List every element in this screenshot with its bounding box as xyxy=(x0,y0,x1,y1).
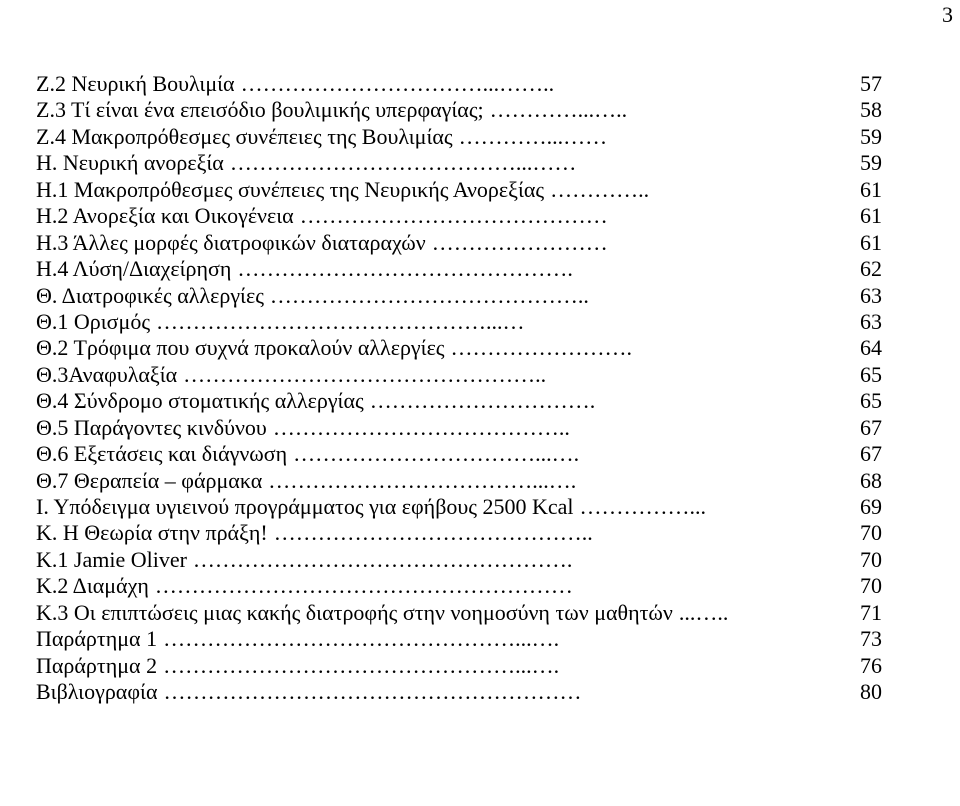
toc-entry xyxy=(36,203,882,229)
toc-entry-page: 70 xyxy=(860,573,882,599)
toc-entry-page: 57 xyxy=(860,71,882,96)
toc-entry-line xyxy=(36,679,824,705)
toc-entry-leader: …………………………………………...…. xyxy=(163,626,560,652)
toc-entry-leader: ……………………………………………. xyxy=(192,546,573,572)
toc-entry-title: Θ.7 Θεραπεία – φάρμακα xyxy=(36,467,263,493)
toc-entry-leader: ……………………………...…. xyxy=(293,441,580,467)
toc-entry xyxy=(36,177,882,203)
toc-entry-page: 64 xyxy=(860,335,882,361)
toc-entry-page: 61 xyxy=(860,176,882,202)
toc-entry-title: Η.1 Μακροπρόθεσμες συνέπειες της Νευρικής Ανορεξίας xyxy=(36,176,545,202)
toc-entry-leader: …………………… xyxy=(431,229,608,255)
toc-entry-line xyxy=(36,573,824,599)
toc-entry-leader: ……………... xyxy=(579,494,707,519)
toc-entry-line xyxy=(36,256,824,282)
toc-entry-line xyxy=(36,494,824,520)
toc-entry-leader: …………………………………… xyxy=(299,203,608,229)
toc-entry-line xyxy=(36,203,824,229)
toc-entry-page: 65 xyxy=(860,361,882,387)
toc-entry-page: 67 xyxy=(860,414,882,440)
toc-entry-page: 59 xyxy=(860,150,882,176)
toc-entry-leader: ………………………………………...… xyxy=(156,308,525,334)
toc-entry-page: 63 xyxy=(860,308,882,334)
toc-entry xyxy=(36,653,882,679)
toc-entry xyxy=(36,468,882,494)
toc-entry-title: Η. Νευρική ανορεξία xyxy=(36,150,224,176)
toc-entry-line xyxy=(36,520,824,546)
toc-entry-line xyxy=(36,150,824,176)
toc-entry-leader: ………………………………………………… xyxy=(154,573,573,599)
toc-entry xyxy=(36,547,882,573)
toc-entry-leader: ………………………………………….. xyxy=(183,361,547,387)
toc-entry-line xyxy=(36,547,824,573)
toc-entry-title: Παράρτημα 1 xyxy=(36,626,158,652)
toc-entry-title: Θ. Διατροφικές αλλεργίες xyxy=(36,282,264,308)
toc-entry-leader: ……………………. xyxy=(450,335,633,361)
toc-entry xyxy=(36,97,882,123)
toc-entry xyxy=(36,679,882,705)
toc-entry-line xyxy=(36,600,824,626)
toc-entry-leader: ………………………………………. xyxy=(237,256,573,282)
toc-entry-line xyxy=(36,124,824,150)
toc-entry-title: Κ.1 Jamie Oliver xyxy=(36,546,187,572)
toc-entry xyxy=(36,362,882,388)
toc-entry-title: Θ.1 Ορισμός xyxy=(36,308,151,334)
toc-entry-page: 59 xyxy=(860,123,882,149)
toc-entry-line xyxy=(36,388,824,414)
toc-entry-leader: …………………………. xyxy=(369,388,596,414)
toc-entry-leader: ………………………………………………… xyxy=(163,679,582,705)
toc-entry-title: Κ.3 Οι επιπτώσεις μιας κακής διατροφής στην νοημοσύνη των μαθητών xyxy=(36,599,673,625)
toc-entry-line xyxy=(36,177,824,203)
toc-entry-leader: ………….. xyxy=(550,176,650,202)
toc-entry-title: Θ.4 Σύνδρομο στοματικής αλλεργίας xyxy=(36,388,364,414)
toc-entry-page: 76 xyxy=(860,652,882,678)
toc-entry-line xyxy=(36,441,824,467)
toc-entry-title: Κ.2 Διαμάχη xyxy=(36,573,149,599)
toc-entry-line xyxy=(36,415,824,441)
toc-entry-title: Θ.2 Τρόφιμα που συχνά προκαλούν αλλεργίες xyxy=(36,335,445,361)
toc-entry-title: Ζ.3 Τί είναι ένα επεισόδιο βουλιμικής υπερφαγίας; xyxy=(36,97,484,123)
toc-entry xyxy=(36,441,882,467)
toc-entry-page: 63 xyxy=(860,282,882,308)
toc-entry-line xyxy=(36,97,824,123)
toc-entry xyxy=(36,494,882,520)
toc-entry-title: Η.2 Ανορεξία και Οικογένεια xyxy=(36,203,294,229)
toc-entry xyxy=(36,230,882,256)
toc-entry xyxy=(36,415,882,441)
toc-entry-page: 58 xyxy=(860,97,882,123)
toc-entry-leader: …………………………………….. xyxy=(269,282,589,308)
toc-entry xyxy=(36,150,882,176)
toc-entry xyxy=(36,600,882,626)
toc-entry-title: Κ. Η Θεωρία στην πράξη! xyxy=(36,520,268,546)
toc-entry-title: Ζ.2 Νευρική Βουλιμία xyxy=(36,71,235,96)
toc-entry-page: 62 xyxy=(860,256,882,282)
toc-entry-line xyxy=(36,71,824,97)
toc-entry-title: Βιβλιογραφία xyxy=(36,679,158,705)
table-of-contents xyxy=(36,71,882,706)
toc-entry-leader: …………………………………….. xyxy=(273,520,593,546)
toc-entry-page: 73 xyxy=(860,626,882,652)
toc-entry-page: 65 xyxy=(860,388,882,414)
toc-entry-page: 70 xyxy=(860,546,882,572)
page-number: 3 xyxy=(942,2,953,27)
toc-entry-line xyxy=(36,335,824,361)
toc-entry-title: Θ.3Αναφυλαξία xyxy=(36,361,178,387)
toc-entry-title: Η.3 Άλλες μορφές διατροφικών διαταραχών xyxy=(36,229,426,255)
toc-entry-page: 70 xyxy=(860,520,882,546)
toc-entry-title: Ι. Υπόδειγμα υγιεινού προγράμματος για εφήβους 2500 Kcal xyxy=(36,494,574,519)
toc-entry xyxy=(36,309,882,335)
toc-entry-title: Η.4 Λύση/Διαχείρηση xyxy=(36,256,232,282)
toc-entry-line xyxy=(36,362,824,388)
toc-entry-line xyxy=(36,309,824,335)
toc-entry xyxy=(36,626,882,652)
toc-entry-leader: …………...…… xyxy=(458,123,608,149)
toc-entry-page: 67 xyxy=(860,441,882,467)
toc-entry xyxy=(36,256,882,282)
toc-entry xyxy=(36,124,882,150)
toc-entry xyxy=(36,71,882,97)
toc-entry-leader: ………………………………….. xyxy=(272,414,570,440)
toc-entry-page: 71 xyxy=(860,599,882,625)
toc-entry-line xyxy=(36,283,824,309)
toc-entry xyxy=(36,283,882,309)
toc-entry-title: Παράρτημα 2 xyxy=(36,652,158,678)
toc-entry xyxy=(36,335,882,361)
toc-entry-leader: ……………………………...…….. xyxy=(240,71,555,96)
toc-entry-line xyxy=(36,468,824,494)
toc-entry xyxy=(36,520,882,546)
toc-entry-leader: …………………………………………...…. xyxy=(163,652,560,678)
toc-entry-line xyxy=(36,230,824,256)
toc-entry xyxy=(36,573,882,599)
toc-entry-leader: ………………………………...…. xyxy=(268,467,577,493)
toc-entry-page: 80 xyxy=(860,679,882,705)
toc-entry-title: Θ.5 Παράγοντες κινδύνου xyxy=(36,414,267,440)
toc-entry-leader: …………………………………...…… xyxy=(229,150,577,176)
toc-entry-page: 61 xyxy=(860,229,882,255)
toc-entry-title: Θ.6 Εξετάσεις και διάγνωση xyxy=(36,441,288,467)
toc-entry-leader: …………...….. xyxy=(489,97,628,123)
toc-entry-line xyxy=(36,626,824,652)
toc-entry-page: 69 xyxy=(860,494,882,519)
toc-entry-line xyxy=(36,653,824,679)
toc-entry xyxy=(36,388,882,414)
toc-entry-leader: ...….. xyxy=(678,599,729,625)
toc-entry-title: Ζ.4 Μακροπρόθεσμες συνέπειες της Βουλιμίας xyxy=(36,123,453,149)
toc-entry-page: 68 xyxy=(860,467,882,493)
toc-entry-page: 61 xyxy=(860,203,882,229)
